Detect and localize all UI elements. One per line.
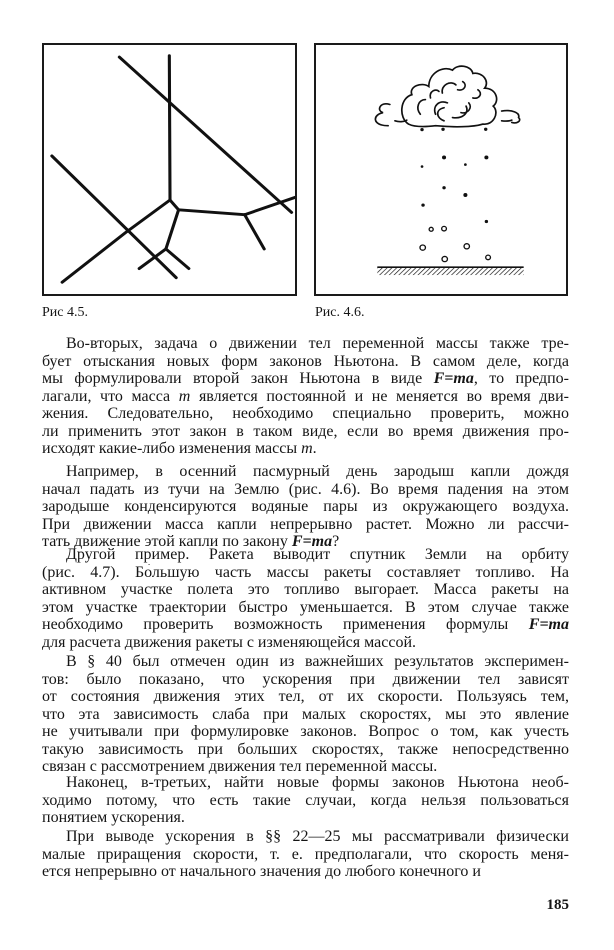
- text-segment: бует отыскания новых форм законов Ньютона. В самом деле, когда: [42, 352, 569, 370]
- text-segment: ется непрерывно от начального значения до любого конечного и: [42, 863, 481, 880]
- text-line: [42, 370, 569, 388]
- text-line: [42, 564, 569, 582]
- text-line: [42, 335, 569, 353]
- formula: F=ma: [528, 616, 569, 633]
- text-line: [42, 516, 569, 534]
- text-line: [42, 809, 569, 827]
- math-variable: m: [178, 387, 191, 405]
- text-segment: ли применить этот закон в таком виде, если во время движения про-: [42, 422, 569, 440]
- figure-4-6-caption: Рис. 4.6.: [315, 305, 365, 320]
- paragraph: [42, 828, 569, 881]
- text-line: [42, 481, 569, 499]
- text-segment: такую зависимость при больших скоростях, также непосредственно: [42, 740, 569, 758]
- text-segment: связан с рассмотрением движения тел переменной массы.: [42, 758, 438, 775]
- text-segment: Другой пример. Ракета выводит спутник Земли на орбиту: [66, 546, 569, 563]
- text-segment: малые приращения скорости, т. е. предполагали, что скорость меня-: [42, 845, 569, 863]
- text-segment: тов: было показано, что ускорения при движении тел зависят: [42, 670, 569, 688]
- text-line: [42, 388, 569, 406]
- cloud-icon: [375, 66, 519, 127]
- text-line: [42, 671, 569, 689]
- text-segment: Например, в осенний пасмурный день зародыш капли дождя: [66, 463, 569, 480]
- text-segment: Наконец, в-третьих, найти новые формы законов Ньютона необ-: [66, 774, 569, 791]
- text-line: [42, 634, 569, 652]
- paragraph: [42, 335, 569, 458]
- text-line: [42, 353, 569, 371]
- figure-4-6-raindrop-cloud: [314, 43, 568, 296]
- paragraph: [42, 463, 569, 551]
- text-line: [42, 758, 569, 776]
- formula: F=ma: [433, 370, 474, 387]
- text-line: [42, 706, 569, 724]
- raindrops: [420, 128, 488, 223]
- text-line: [42, 440, 569, 458]
- text-segment: ходимо потому, что есть такие случаи, когда нельзя пользоваться: [42, 791, 569, 809]
- text-line: [42, 599, 569, 617]
- text-segment: , то предпо-: [473, 370, 569, 387]
- text-segment: понятием ускорения.: [42, 809, 185, 826]
- text-segment: для расчета движения ракеты с изменяющейся массой.: [42, 633, 416, 651]
- text-segment: лагали, что масса: [42, 387, 179, 405]
- text-segment: При выводе ускорения в §§ 22—25 мы рассматривали физически: [66, 828, 569, 845]
- text-line: [42, 863, 569, 881]
- text-segment: зародыше конденсируются водяные пары из окружающего воздуха.: [42, 498, 569, 515]
- text-line: [42, 741, 569, 759]
- page-number: 185: [546, 897, 569, 913]
- text-line: [42, 546, 569, 564]
- text-segment: При движении масса капли непрерывно растет. Можно ли рассчи-: [42, 515, 569, 533]
- text-segment: тать движение этой капли по закону: [42, 533, 292, 550]
- text-line: [42, 723, 569, 741]
- growing-raindrops: [420, 226, 490, 261]
- text-segment: ?: [332, 533, 340, 550]
- text-segment: В § 40 был отмечен один из важнейших результатов эксперимен-: [66, 653, 569, 670]
- text-line: [42, 774, 569, 792]
- text-line: [42, 498, 569, 516]
- text-segment: от состояния движения этих тел, от их скорости. Пользуясь тем,: [42, 688, 569, 705]
- text-segment: необходимо проверить возможность применения формулы: [42, 616, 529, 633]
- paragraph: [42, 653, 569, 776]
- text-line: [42, 616, 569, 634]
- ground-surface: [377, 267, 523, 275]
- text-line: [42, 405, 569, 423]
- text-line: [42, 653, 569, 671]
- text-segment: жения. Следовательно, необходимо специально проверить, можно: [42, 405, 569, 422]
- text-line: [42, 423, 569, 441]
- cloud-raindrops-drawing: [316, 45, 566, 294]
- formula: F=ma: [291, 533, 333, 550]
- text-line: [42, 792, 569, 810]
- text-segment: что эта зависимость слаба при малых скоростях, мы это явление: [42, 705, 569, 723]
- paragraph: [42, 774, 569, 827]
- text-segment: начал падать из тучи на Землю (рис. 4.6). Во время падения на этом: [42, 480, 569, 498]
- branching-lines-drawing: [44, 45, 295, 294]
- text-segment: активном участке полета это топливо выгорает. Масса ракеты на: [42, 581, 569, 598]
- math-variable: m: [301, 440, 313, 457]
- text-line: [42, 828, 569, 846]
- text-line: [42, 688, 569, 706]
- figure-4-5-branching-lines: [42, 43, 297, 296]
- text-line: [42, 463, 569, 481]
- figure-4-5-caption: Рис 4.5.: [42, 305, 88, 320]
- text-segment: исходят какие-либо изменения массы: [42, 440, 302, 457]
- paragraph: [42, 546, 569, 651]
- text-segment: мы формулировали второй закон Ньютона в виде: [42, 370, 434, 387]
- text-segment: является постоянной и не меняется во время дви-: [190, 387, 569, 405]
- text-line: [42, 581, 569, 599]
- text-segment: этом участке траектории быстро уменьшается. В этом случае также: [42, 598, 569, 616]
- text-segment: (рис. 4.7). Бо́льшую часть массы ракеты составляет топливо. На: [42, 563, 569, 581]
- text-segment: не учитывали при формулировке законов. Вопрос о том, как учесть: [42, 723, 569, 740]
- text-segment: Во-вторых, задача о движении тел переменной массы также тре-: [66, 335, 569, 352]
- text-line: [42, 846, 569, 864]
- text-segment: .: [312, 440, 317, 457]
